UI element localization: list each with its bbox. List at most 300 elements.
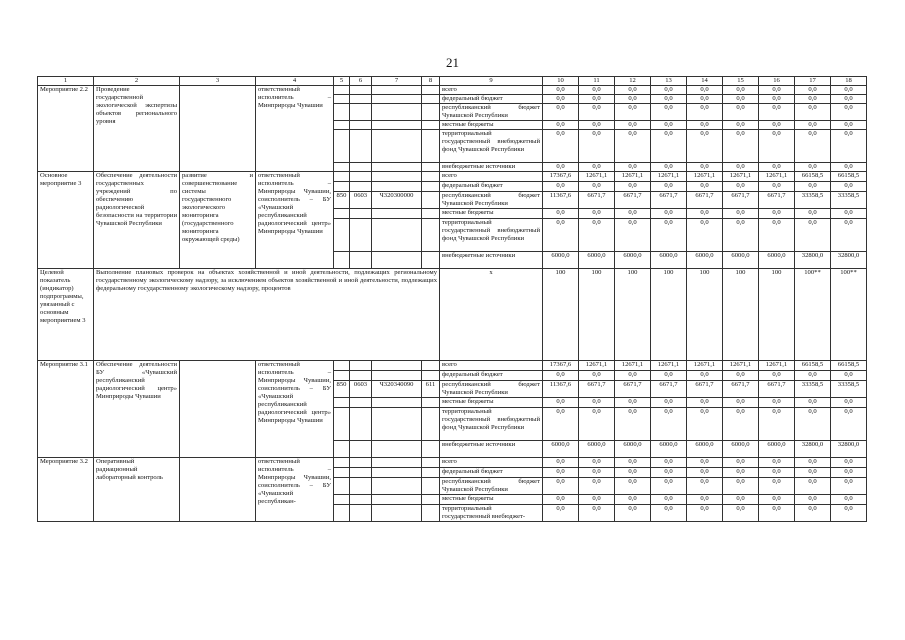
amount-cell: 0,0: [723, 468, 759, 478]
main-measure-3-col6: [350, 182, 372, 192]
amount-cell: 0,0: [759, 495, 795, 505]
amount-cell: 0,0: [579, 468, 615, 478]
amount-cell: 0,0: [543, 209, 579, 219]
main-measure-3-col7: [372, 172, 422, 182]
main-measure-3-col7: [372, 219, 422, 252]
amount-cell: 0,0: [615, 121, 651, 130]
amount-cell: 6000,0: [759, 441, 795, 458]
amount-cell: 0,0: [759, 468, 795, 478]
measure-2-2-col5: [334, 121, 350, 130]
measure-2-2-col8: [422, 121, 440, 130]
amount-cell: 6000,0: [579, 441, 615, 458]
amount-cell: 12671,1: [615, 361, 651, 371]
amount-cell: 0,0: [723, 182, 759, 192]
amount-cell: 0,0: [831, 478, 867, 495]
main-measure-3-title: Обеспечение деятельности государственных учреждений по обеспечению радиологической безопасности на территории Чувашской Республики: [94, 172, 180, 269]
column-number: 5: [334, 77, 350, 86]
amount-cell: 0,0: [831, 121, 867, 130]
measure-2-2-col7: [372, 121, 422, 130]
measure-3-1-col5: 850: [334, 381, 350, 398]
main-measure-3-col5: [334, 209, 350, 219]
amount-cell: 0,0: [543, 398, 579, 408]
funding-source: республиканский бюджет Чувашской Республики: [440, 381, 543, 398]
amount-cell: 0,0: [687, 408, 723, 441]
measure-2-2-col5: [334, 163, 350, 172]
measure-2-2-col6: [350, 130, 372, 163]
measure-2-2-executor: ответственный исполнитель – Минприроды Чувашии: [256, 86, 334, 172]
amount-cell: 0,0: [543, 408, 579, 441]
amount-cell: 0,0: [579, 219, 615, 252]
column-number: 7: [372, 77, 422, 86]
main-measure-3-col7: [372, 209, 422, 219]
amount-cell: 0,0: [687, 130, 723, 163]
amount-cell: 0,0: [651, 398, 687, 408]
amount-cell: 0,0: [543, 371, 579, 381]
amount-cell: 0,0: [543, 505, 579, 522]
amount-cell: 0,0: [651, 371, 687, 381]
amount-cell: 0,0: [831, 458, 867, 468]
amount-cell: 66158,5: [795, 361, 831, 371]
main-measure-3-col5: [334, 172, 350, 182]
amount-cell: 12671,1: [723, 172, 759, 182]
table-row: [38, 361, 867, 371]
amount-cell: 6671,7: [651, 381, 687, 398]
measure-3-1-col5: [334, 408, 350, 441]
measure-3-1-col7: [372, 371, 422, 381]
measure-3-1-col7: Ч320340090: [372, 381, 422, 398]
amount-cell: 0,0: [579, 408, 615, 441]
funding-source: всего: [440, 458, 543, 468]
amount-cell: 0,0: [579, 121, 615, 130]
amount-cell: 0,0: [831, 371, 867, 381]
measure-3-2-col8: [422, 505, 440, 522]
amount-cell: 0,0: [831, 495, 867, 505]
measure-3-2-col8: [422, 458, 440, 468]
amount-cell: 0,0: [651, 104, 687, 121]
page-number: 21: [446, 55, 459, 70]
amount-cell: 0,0: [543, 458, 579, 468]
measure-3-1-title: Обеспечение деятельности БУ «Чувашский республиканский радиологический центр» Минприроды Чувашии: [94, 361, 180, 458]
measure-2-2-col6: [350, 86, 372, 95]
amount-cell: 6000,0: [687, 252, 723, 269]
amount-cell: 0,0: [687, 478, 723, 495]
indicator-unit: х: [440, 269, 543, 361]
measure-2-2-col8: [422, 95, 440, 104]
column-number: 16: [759, 77, 795, 86]
amount-cell: 0,0: [723, 95, 759, 104]
measure-3-2-col5: [334, 495, 350, 505]
amount-cell: 0,0: [723, 371, 759, 381]
amount-cell: 6000,0: [579, 252, 615, 269]
measure-2-2-col8: [422, 130, 440, 163]
amount-cell: 0,0: [759, 371, 795, 381]
measure-3-1-col7: [372, 441, 422, 458]
amount-cell: 0,0: [579, 163, 615, 172]
measure-2-2-code: Мероприятие 2.2: [38, 86, 94, 172]
amount-cell: 0,0: [543, 468, 579, 478]
amount-cell: 0,0: [651, 163, 687, 172]
measure-2-2-title: Проведение государственной экологической экспертизы объектов регионального уровня: [94, 86, 180, 172]
funding-source: внебюджетные источники: [440, 163, 543, 172]
measure-2-2-col5: [334, 86, 350, 95]
amount-cell: 0,0: [651, 182, 687, 192]
amount-cell: 0,0: [579, 398, 615, 408]
amount-cell: 0,0: [579, 182, 615, 192]
amount-cell: 0,0: [759, 182, 795, 192]
amount-cell: 0,0: [579, 104, 615, 121]
amount-cell: 0,0: [579, 86, 615, 95]
amount-cell: 12671,1: [579, 172, 615, 182]
amount-cell: 0,0: [579, 495, 615, 505]
measure-3-2-col7: [372, 495, 422, 505]
amount-cell: 0,0: [723, 104, 759, 121]
column-number: 4: [256, 77, 334, 86]
measure-3-1-col5: [334, 371, 350, 381]
column-number: 2: [94, 77, 180, 86]
amount-cell: 0,0: [579, 130, 615, 163]
amount-cell: 6671,7: [687, 381, 723, 398]
program-table: [37, 76, 867, 522]
amount-cell: 32800,0: [795, 441, 831, 458]
column-number: 13: [651, 77, 687, 86]
amount-cell: 0,0: [723, 495, 759, 505]
amount-cell: 0,0: [543, 495, 579, 505]
amount-cell: 0,0: [795, 505, 831, 522]
main-measure-3-code: Основное мероприятие 3: [38, 172, 94, 269]
column-number: 12: [615, 77, 651, 86]
main-measure-3-goal: развитие и совершенствование системы государственного экологического мониторинга (государственного мониторинга окружающей среды): [180, 172, 256, 269]
main-measure-3-col7: Ч320300000: [372, 192, 422, 209]
amount-cell: 6000,0: [651, 252, 687, 269]
amount-cell: 0,0: [723, 398, 759, 408]
amount-cell: 0,0: [759, 121, 795, 130]
amount-cell: 0,0: [687, 182, 723, 192]
table-row: [38, 172, 867, 182]
amount-cell: 12671,1: [687, 361, 723, 371]
amount-cell: 0,0: [687, 219, 723, 252]
main-measure-3-col5: [334, 219, 350, 252]
column-number: 18: [831, 77, 867, 86]
funding-source: территориальный государственный внебюджетный фонд Чувашской Республики: [440, 408, 543, 441]
measure-3-1-col6: 0603: [350, 381, 372, 398]
indicator-label: Целевой показатель (индикатор) подпрограммы, увязанный с основным мероприятием 3: [38, 269, 94, 361]
column-number: 8: [422, 77, 440, 86]
measure-3-2-title: Оперативный радиационный лабораторный контроль: [94, 458, 180, 522]
measure-3-1-col7: [372, 361, 422, 371]
column-number: 15: [723, 77, 759, 86]
amount-cell: 0,0: [579, 371, 615, 381]
amount-cell: 0,0: [543, 478, 579, 495]
amount-cell: 33358,5: [795, 381, 831, 398]
amount-cell: 0,0: [687, 209, 723, 219]
amount-cell: 0,0: [687, 95, 723, 104]
amount-cell: 0,0: [543, 86, 579, 95]
amount-cell: 0,0: [759, 398, 795, 408]
amount-cell: 0,0: [615, 219, 651, 252]
amount-cell: 66158,5: [831, 172, 867, 182]
amount-cell: 0,0: [687, 371, 723, 381]
measure-2-2-col7: [372, 104, 422, 121]
funding-source: территориальный государственный внебюджетный фонд Чувашской Республики: [440, 219, 543, 252]
table-row: [38, 86, 867, 95]
amount-cell: 6000,0: [543, 441, 579, 458]
amount-cell: 12671,1: [615, 172, 651, 182]
amount-cell: 0,0: [651, 495, 687, 505]
measure-3-2-col5: [334, 478, 350, 495]
funding-source: внебюджетные источники: [440, 252, 543, 269]
funding-source: всего: [440, 172, 543, 182]
amount-cell: 32800,0: [795, 252, 831, 269]
main-measure-3-col6: [350, 252, 372, 269]
amount-cell: 12671,1: [759, 361, 795, 371]
measure-3-1-col6: [350, 441, 372, 458]
amount-cell: 0,0: [723, 209, 759, 219]
amount-cell: 0,0: [831, 505, 867, 522]
amount-cell: 0,0: [831, 468, 867, 478]
amount-cell: 66158,5: [795, 172, 831, 182]
main-measure-3-col6: [350, 209, 372, 219]
main-measure-3-col8: [422, 192, 440, 209]
amount-cell: 12671,1: [687, 172, 723, 182]
amount-cell: 0,0: [759, 163, 795, 172]
measure-3-2-col7: [372, 468, 422, 478]
main-measure-3-col5: [334, 182, 350, 192]
measure-2-2-col6: [350, 104, 372, 121]
amount-cell: 12671,1: [651, 172, 687, 182]
amount-cell: 11367,6: [543, 192, 579, 209]
amount-cell: 0,0: [723, 163, 759, 172]
amount-cell: 0,0: [759, 130, 795, 163]
amount-cell: 0,0: [831, 104, 867, 121]
main-measure-3-col6: [350, 172, 372, 182]
main-measure-3-col5: [334, 252, 350, 269]
measure-3-2-col8: [422, 495, 440, 505]
target-indicator-row: [38, 269, 867, 361]
amount-cell: 0,0: [543, 163, 579, 172]
measure-3-1-col6: [350, 371, 372, 381]
amount-cell: 0,0: [615, 495, 651, 505]
indicator-value: 100: [615, 269, 651, 361]
amount-cell: 0,0: [687, 86, 723, 95]
amount-cell: 0,0: [651, 219, 687, 252]
amount-cell: 0,0: [795, 219, 831, 252]
amount-cell: 0,0: [543, 130, 579, 163]
amount-cell: 0,0: [831, 219, 867, 252]
measure-3-2-col6: [350, 505, 372, 522]
header-row: [38, 77, 867, 86]
measure-3-1-goal: [180, 361, 256, 458]
amount-cell: 0,0: [687, 163, 723, 172]
column-number: 10: [543, 77, 579, 86]
amount-cell: 0,0: [759, 209, 795, 219]
amount-cell: 0,0: [759, 104, 795, 121]
amount-cell: 0,0: [759, 408, 795, 441]
measure-2-2-col6: [350, 121, 372, 130]
amount-cell: 66158,5: [831, 361, 867, 371]
amount-cell: 0,0: [615, 209, 651, 219]
amount-cell: 0,0: [759, 86, 795, 95]
amount-cell: 12671,1: [651, 361, 687, 371]
funding-source: территориальный государственный внебюджет-: [440, 505, 543, 522]
measure-2-2-col8: [422, 86, 440, 95]
amount-cell: 0,0: [687, 458, 723, 468]
funding-source: местные бюджеты: [440, 121, 543, 130]
amount-cell: 0,0: [759, 478, 795, 495]
indicator-value: 100: [579, 269, 615, 361]
measure-3-1-col6: [350, 408, 372, 441]
amount-cell: 0,0: [795, 95, 831, 104]
measure-2-2-col7: [372, 86, 422, 95]
amount-cell: 6671,7: [723, 192, 759, 209]
amount-cell: 6671,7: [579, 192, 615, 209]
amount-cell: 6000,0: [723, 252, 759, 269]
amount-cell: 0,0: [579, 95, 615, 104]
amount-cell: 12671,1: [723, 361, 759, 371]
amount-cell: 0,0: [651, 478, 687, 495]
measure-2-2-col5: [334, 104, 350, 121]
amount-cell: 0,0: [579, 478, 615, 495]
measure-3-1-col8: 611: [422, 381, 440, 398]
amount-cell: 0,0: [795, 163, 831, 172]
measure-2-2-col7: [372, 163, 422, 172]
amount-cell: 6671,7: [723, 381, 759, 398]
amount-cell: 6000,0: [615, 252, 651, 269]
amount-cell: 12671,1: [759, 172, 795, 182]
main-measure-3-col8: [422, 209, 440, 219]
amount-cell: 0,0: [831, 209, 867, 219]
main-measure-3-col7: [372, 182, 422, 192]
funding-source: республиканский бюджет Чувашской Республики: [440, 478, 543, 495]
measure-2-2-col8: [422, 104, 440, 121]
table-row: [38, 458, 867, 468]
amount-cell: 0,0: [795, 478, 831, 495]
amount-cell: 0,0: [543, 182, 579, 192]
amount-cell: 6671,7: [579, 381, 615, 398]
amount-cell: 0,0: [723, 478, 759, 495]
amount-cell: 6671,7: [651, 192, 687, 209]
main-measure-3-col5: 850: [334, 192, 350, 209]
measure-3-2-col6: [350, 468, 372, 478]
main-measure-3-col7: [372, 252, 422, 269]
measure-3-1-col5: [334, 398, 350, 408]
column-number: 9: [440, 77, 543, 86]
amount-cell: 0,0: [831, 408, 867, 441]
measure-3-1-col8: [422, 398, 440, 408]
amount-cell: 0,0: [723, 505, 759, 522]
amount-cell: 0,0: [687, 121, 723, 130]
amount-cell: 32800,0: [831, 252, 867, 269]
indicator-value: 100: [543, 269, 579, 361]
amount-cell: 0,0: [651, 130, 687, 163]
amount-cell: 0,0: [795, 121, 831, 130]
funding-source: республиканский бюджет Чувашской Республики: [440, 192, 543, 209]
amount-cell: 0,0: [651, 86, 687, 95]
amount-cell: 0,0: [831, 86, 867, 95]
amount-cell: 0,0: [759, 458, 795, 468]
amount-cell: 0,0: [831, 163, 867, 172]
funding-source: федеральный бюджет: [440, 182, 543, 192]
measure-3-1-col8: [422, 441, 440, 458]
amount-cell: 6000,0: [687, 441, 723, 458]
funding-source: всего: [440, 361, 543, 371]
amount-cell: 11367,6: [543, 381, 579, 398]
column-number: 3: [180, 77, 256, 86]
measure-2-2-col5: [334, 95, 350, 104]
measure-2-2-col6: [350, 95, 372, 104]
amount-cell: 32800,0: [831, 441, 867, 458]
main-measure-3-executor: ответственный исполнитель – Минприроды Чувашии, соисполнитель – БУ «Чувашский республиканский радиологический центр» Минприроды Чувашии: [256, 172, 334, 269]
amount-cell: 0,0: [831, 398, 867, 408]
amount-cell: 0,0: [795, 371, 831, 381]
measure-3-2-col5: [334, 458, 350, 468]
amount-cell: 0,0: [615, 398, 651, 408]
amount-cell: 6671,7: [615, 381, 651, 398]
funding-source: федеральный бюджет: [440, 371, 543, 381]
amount-cell: 6000,0: [615, 441, 651, 458]
amount-cell: 0,0: [831, 130, 867, 163]
column-number: 6: [350, 77, 372, 86]
funding-source: внебюджетные источники: [440, 441, 543, 458]
amount-cell: 0,0: [651, 408, 687, 441]
amount-cell: 33358,5: [831, 381, 867, 398]
amount-cell: 0,0: [543, 95, 579, 104]
amount-cell: 0,0: [615, 95, 651, 104]
amount-cell: 0,0: [687, 398, 723, 408]
measure-3-1-col7: [372, 408, 422, 441]
measure-3-2-col7: [372, 478, 422, 495]
amount-cell: 0,0: [795, 458, 831, 468]
measure-2-2-col8: [422, 163, 440, 172]
amount-cell: 17367,6: [543, 172, 579, 182]
amount-cell: 6000,0: [759, 252, 795, 269]
measure-3-2-executor: ответственный исполнитель – Минприроды Чувашии, соисполнитель – БУ «Чувашский республикан-: [256, 458, 334, 522]
measure-3-1-col8: [422, 361, 440, 371]
amount-cell: 0,0: [615, 408, 651, 441]
main-measure-3-col8: [422, 172, 440, 182]
amount-cell: 0,0: [543, 104, 579, 121]
column-number: 17: [795, 77, 831, 86]
amount-cell: 0,0: [615, 371, 651, 381]
funding-source: федеральный бюджет: [440, 468, 543, 478]
measure-3-2-col8: [422, 478, 440, 495]
funding-source: местные бюджеты: [440, 209, 543, 219]
amount-cell: 0,0: [795, 495, 831, 505]
measure-3-2-col6: [350, 458, 372, 468]
amount-cell: 0,0: [615, 505, 651, 522]
amount-cell: 0,0: [687, 505, 723, 522]
amount-cell: 0,0: [759, 219, 795, 252]
measure-3-1-executor: ответственный исполнитель – Минприроды Чувашии, соисполнитель – БУ «Чувашский республиканский радиологический центр» Минприроды Чувашии: [256, 361, 334, 458]
main-measure-3-col8: [422, 182, 440, 192]
indicator-text: Выполнение плановых проверок на объектах хозяйственной и иной деятельности, подлежащих региональному государственному экологическому надзору, за исключением объектов хозяйственной и иной деятельности, подлежащих федеральному государственному экологическому надзору, процентов: [94, 269, 440, 361]
amount-cell: 0,0: [759, 505, 795, 522]
amount-cell: 0,0: [615, 163, 651, 172]
amount-cell: 0,0: [795, 182, 831, 192]
measure-3-2-code: Мероприятие 3.2: [38, 458, 94, 522]
indicator-value: 100: [723, 269, 759, 361]
measure-3-1-col8: [422, 371, 440, 381]
amount-cell: 6000,0: [651, 441, 687, 458]
amount-cell: 6671,7: [687, 192, 723, 209]
funding-source: всего: [440, 86, 543, 95]
measure-3-2-goal: [180, 458, 256, 522]
amount-cell: 0,0: [723, 121, 759, 130]
measure-2-2-col7: [372, 130, 422, 163]
amount-cell: 17367,6: [543, 361, 579, 371]
amount-cell: 0,0: [795, 130, 831, 163]
amount-cell: 0,0: [651, 121, 687, 130]
amount-cell: 0,0: [615, 478, 651, 495]
